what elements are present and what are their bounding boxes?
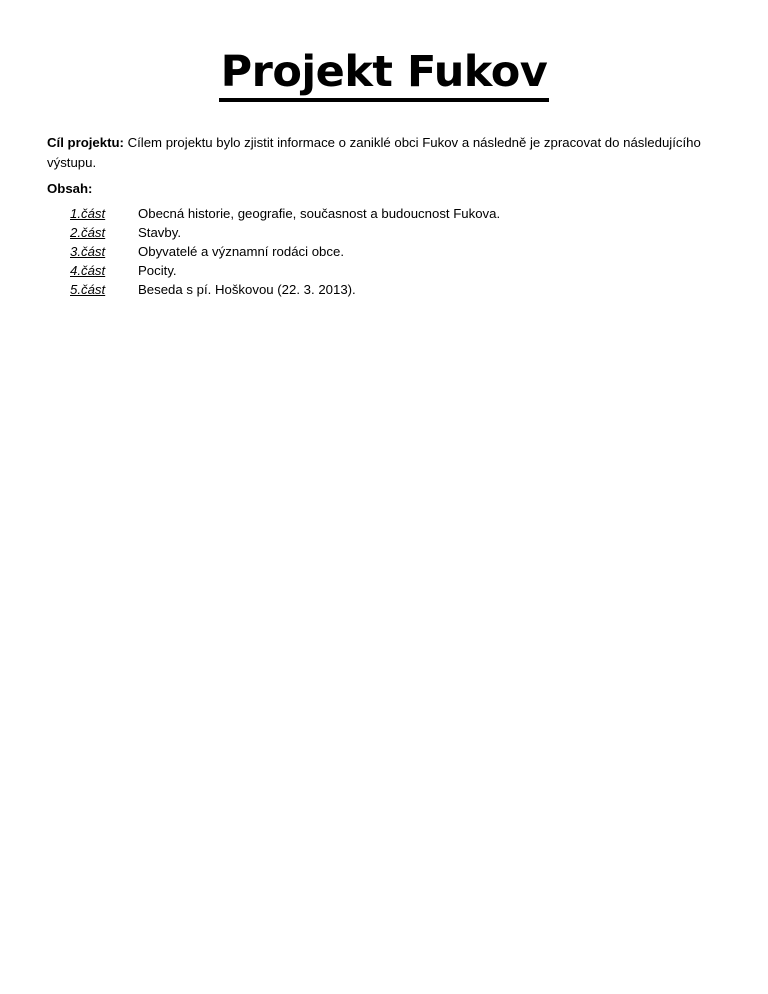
part-5-description: Beseda s pí. Hoškovou (22. 3. 2013). [138,282,356,297]
project-goal-paragraph [47,133,727,173]
list-item [70,223,710,242]
list-item [70,242,710,261]
part-2-description: Stavby. [138,225,182,240]
part-3-description: Obyvatelé a významní rodáci obce. [138,244,344,259]
project-goal-label: Cíl projektu: [47,135,124,150]
part-3-link[interactable]: 3.část [70,244,106,259]
document-title: Projekt Fukov [219,46,550,102]
title-container [0,46,768,102]
list-item [70,280,710,299]
project-goal-text: Cílem projektu bylo zjistit informace o zaniklé obci Fukov a následně je zpracovat do následujícího výstupu. [47,135,701,170]
part-5-link[interactable]: 5.část [70,282,106,297]
part-2-link[interactable]: 2.část [70,225,106,240]
part-1-description: Obecná historie, geografie, současnost a budoucnost Fukova. [138,206,501,221]
contents-list [70,204,710,299]
list-item [70,261,710,280]
list-item [70,204,710,223]
part-4-description: Pocity. [138,263,177,278]
contents-heading: Obsah: [47,181,93,196]
part-1-link[interactable]: 1.část [70,206,106,221]
part-4-link[interactable]: 4.část [70,263,106,278]
